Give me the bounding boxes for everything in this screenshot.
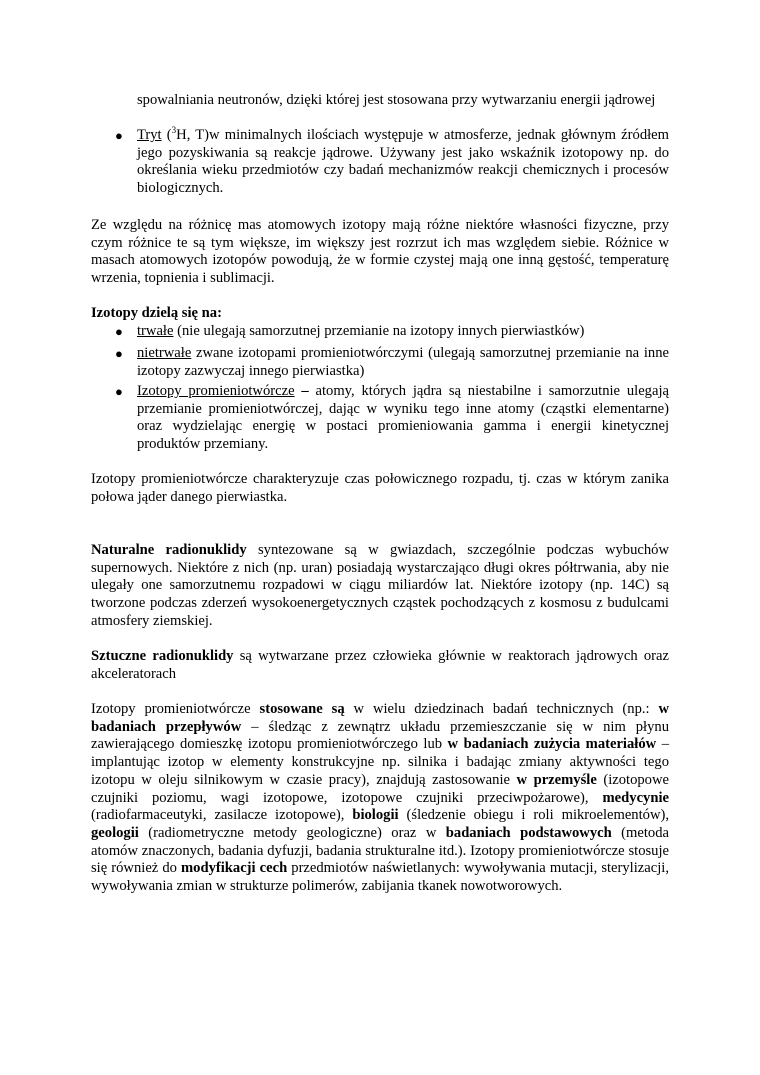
app-text: (izotopowe czujniki poziomu, wagi izotopowe, izotopowe czujniki przeciwpożarowe),	[91, 771, 669, 806]
app-bold: biologii	[352, 807, 399, 824]
app-bold: modyfikacji cech	[181, 860, 288, 877]
tryt-superscript: 3	[171, 125, 177, 136]
tryt-term: Tryt	[137, 127, 162, 143]
division-text: atomy, których jądra są niestabilne i samorzutnie ulegają przemianie promieniotwórczej, dając w wyniku tego inne atomy (cząstki elementarne) oraz wydzielając energię w postaci promieniowania gamma i energii kinetycznej produktów przemiany.	[137, 383, 669, 453]
division-term: nietrwałe	[137, 345, 192, 361]
artificial-term: Sztuczne radionuklidy	[91, 648, 234, 664]
division-item-unstable	[137, 345, 669, 380]
artificial-radionuclides-paragraph	[91, 648, 669, 683]
app-bold: w badaniach przepływów	[91, 701, 670, 735]
continuation-text: spowalniania neutronów, dzięki której jest stosowana przy wytwarzaniu energii jądrowej	[137, 92, 656, 108]
app-text: (metoda atomów znaczonych, badania dyfuzji, badania strukturalne itd.). Izotopy promieniotwórcze stosuje się również do	[91, 824, 669, 877]
applications-paragraph	[91, 701, 669, 896]
natural-term: Naturalne radionuklidy	[91, 542, 247, 558]
app-bold: badaniach podstawowych	[445, 824, 612, 841]
app-text: (śledzenie obiegu i roli mikroelementów),	[398, 807, 669, 824]
bullet-dot-icon: ●	[115, 128, 123, 143]
mass-difference-paragraph	[91, 217, 669, 288]
bullet-dot-icon: ●	[115, 324, 123, 339]
app-text: w wielu dziedzinach badań technicznych (np.:	[353, 701, 650, 717]
tryt-item	[137, 127, 669, 198]
division-text: zwane izotopami promieniotwórczymi (ulegają samorzutnej przemianie na inne izotopy zazwyczaj innego pierwiastka)	[137, 345, 669, 379]
bullet-dot-icon: ●	[115, 346, 123, 361]
tryt-paren-open: (	[166, 127, 172, 143]
app-text: (radiometryczne metody geologiczne) oraz w	[148, 824, 437, 841]
bullet-dot-icon: ●	[115, 384, 123, 399]
division-term: Izotopy promieniotwórcze	[137, 383, 295, 399]
app-bold: stosowane są	[259, 701, 345, 717]
app-text: – implantując izotop w elementy konstrukcyjne np. silnika i badając zmiany aktywności tego izotopu w oleju silnikowym w czasie pracy), znajdują zastosowanie	[91, 736, 669, 788]
half-life-text: Izotopy promieniotwórcze charakteryzuje czas połowicznego rozpadu, tj. czas w którym zanika połowa jąder danego pierwiastka.	[91, 471, 669, 505]
app-text: (radiofarmaceutyki, zasilacze izotopowe),	[91, 807, 345, 824]
app-bold: w przemyśle	[516, 771, 597, 788]
half-life-paragraph	[91, 471, 669, 506]
natural-radionuclides-paragraph	[91, 542, 669, 631]
division-term: trwałe	[137, 323, 174, 339]
continuation-paragraph	[137, 92, 669, 110]
app-bold: medycynie	[602, 789, 669, 806]
division-text: (nie ulegają samorzutnej przemianie na izotopy innych pierwiastków)	[177, 323, 585, 339]
app-text: przedmiotów naświetlanych: wywoływania mutacji, sterylizacji, wywoływania zmian w strukturze polimerów, zabijania tkanek nowotworowych.	[91, 860, 669, 895]
tryt-text: H, T)w minimalnych ilościach występuje w atmosferze, jednak głównym źródłem jego pozyskiwania są reakcje jądrowe. Używany jest jako wskaźnik izotopowy np. do określania wieku przedmiotów czy badań mechanizmów reakcji chemicznych i procesów biologicznych.	[137, 127, 669, 197]
app-bold: geologii	[91, 824, 139, 841]
division-item-stable	[137, 323, 669, 341]
app-bold: w badaniach zużycia materiałów	[447, 736, 657, 753]
app-text: Izotopy promieniotwórcze	[91, 701, 251, 717]
artificial-text: są wytwarzane przez człowieka głównie w reaktorach jądrowych oraz akceleratorach	[91, 648, 669, 682]
division-item-radioactive	[137, 383, 669, 454]
division-dash: –	[301, 383, 309, 399]
natural-text: syntezowane są w gwiazdach, szczególnie podczas wybuchów supernowych. Niektóre z nich (np. uran) posiadają wystarczająco długi okres półtrwania, aby nie ulegały one samorzutnemu rozpadowi w ciągu miliardów lat. Niektóre izotopy (np. 14C) są tworzone podczas zderzeń wysokoenergetycznych cząstek pochodzących z kosmosu z budulcami atmosfery ziemskiej.	[91, 542, 670, 629]
section-heading	[91, 305, 669, 323]
division-heading: Izotopy dzielą się na:	[91, 305, 222, 321]
app-text: – śledząc z zewnątrz układu przemieszczanie się w nim płynu zawierającego domieszkę izotopu promieniotwórczego lub	[91, 718, 669, 753]
mass-difference-text: Ze względu na różnicę mas atomowych izotopy mają różne niektóre własności fizyczne, przy czym różnice te są tym większe, im większy jest rozrzut ich mas względem siebie. Różnice w masach atomowych izotopów powodują, że w formie czystej mają one inną gęstość, temperaturę wrzenia, topnienia i sublimacji.	[91, 217, 669, 287]
